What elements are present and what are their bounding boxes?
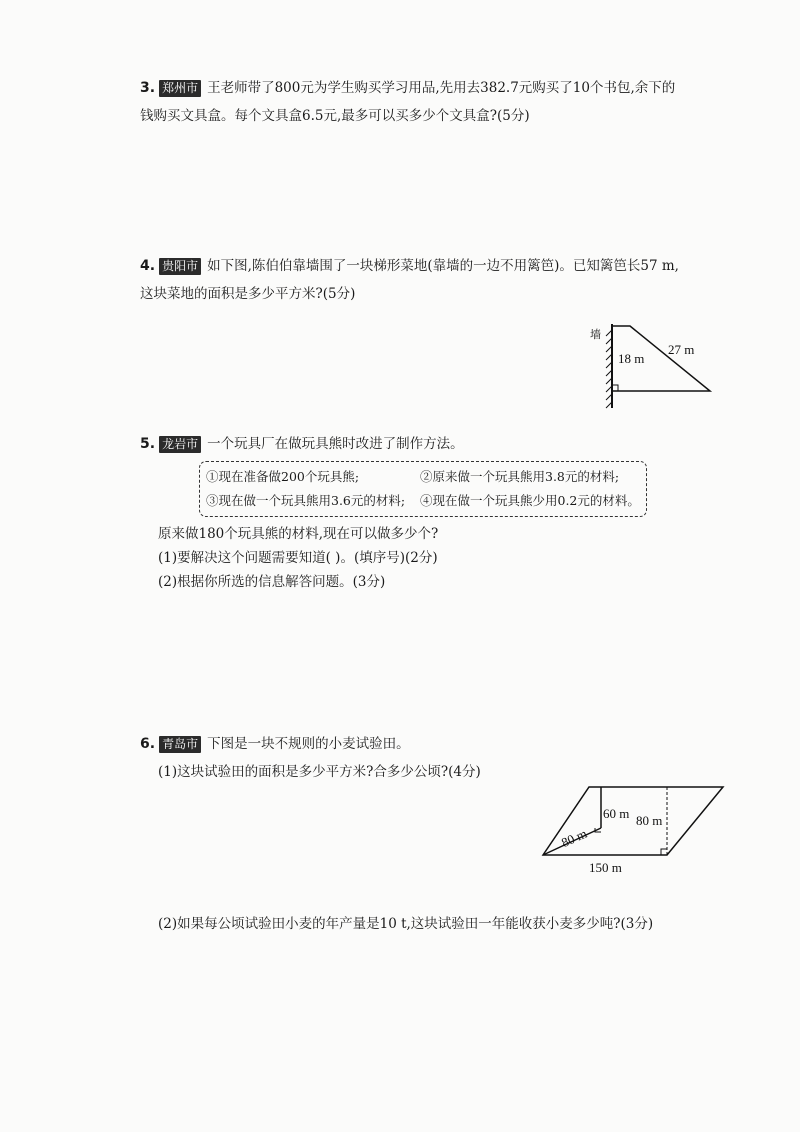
question-6-sub1: (1)这块试验田的面积是多少平方米?合多少公顷?(4分): [158, 764, 481, 780]
region-tag: 郑州市: [159, 80, 201, 97]
question-3: [140, 76, 720, 128]
question-3-line1: 3. 郑州市 王老师带了800元为学生购买学习用品,先用去382.7元购买了10个书包,余下的: [140, 80, 676, 96]
question-5-line1: 5. 龙岩市 一个玩具厂在做玩具熊时改进了制作方法。: [140, 436, 464, 452]
option-1: ①现在准备做200个玩具熊;: [206, 469, 360, 484]
option-4: ④现在做一个玩具熊少用0.2元的材料。: [420, 493, 640, 508]
question-6: [140, 732, 720, 784]
option-3: ③现在做一个玩具熊用3.6元的材料;: [206, 493, 406, 508]
label-60m: 60 m: [603, 806, 630, 821]
info-options-box: [199, 461, 647, 517]
region-tag: 龙岩市: [159, 436, 201, 453]
question-5: [140, 432, 720, 456]
question-6-sub2: (2)如果每公顷试验田小麦的年产量是10 t,这块试验田一年能收获小麦多少吨?(3分): [158, 916, 654, 932]
question-number: 4.: [140, 258, 156, 274]
question-4-line1: 4. 贵阳市 如下图,陈伯伯靠墙围了一块梯形菜地(靠墙的一边不用篱笆)。已知篱笆长57 m,: [140, 258, 679, 274]
slant-label: 27 m: [668, 342, 695, 357]
option-2: ②原来做一个玩具熊用3.8元的材料;: [420, 469, 620, 484]
question-3-line2: 钱购买文具盒。每个文具盒6.5元,最多可以买多少个文具盒?(5分): [140, 108, 530, 124]
wheat-field-figure: [535, 780, 735, 880]
question-5-sub2: (2)根据你所选的信息解答问题。(3分): [158, 574, 386, 590]
question-5-sub1: (1)要解决这个问题需要知道( )。(填序号)(2分): [158, 550, 438, 566]
region-tag: 青岛市: [159, 736, 201, 753]
height-label: 18 m: [618, 351, 645, 366]
question-number: 3.: [140, 80, 156, 96]
question-number: 5.: [140, 436, 156, 452]
label-80m-left: 80 m: [558, 825, 590, 851]
question-4-line2: 这块菜地的面积是多少平方米?(5分): [140, 286, 356, 302]
label-150m: 150 m: [589, 860, 622, 875]
question-5-question: 原来做180个玩具熊的材料,现在可以做多少个?: [158, 526, 439, 542]
wall-label: 墙: [590, 328, 601, 341]
question-number: 6.: [140, 736, 156, 752]
trapezoid-garden-figure: [588, 316, 718, 412]
region-tag: 贵阳市: [159, 258, 201, 275]
question-6-part2: [158, 912, 738, 936]
label-80m-right: 80 m: [636, 813, 663, 828]
question-4: [140, 254, 720, 306]
question-6-line1: 6. 青岛市 下图是一块不规则的小麦试验田。: [140, 736, 410, 752]
question-5-body: [158, 522, 738, 594]
